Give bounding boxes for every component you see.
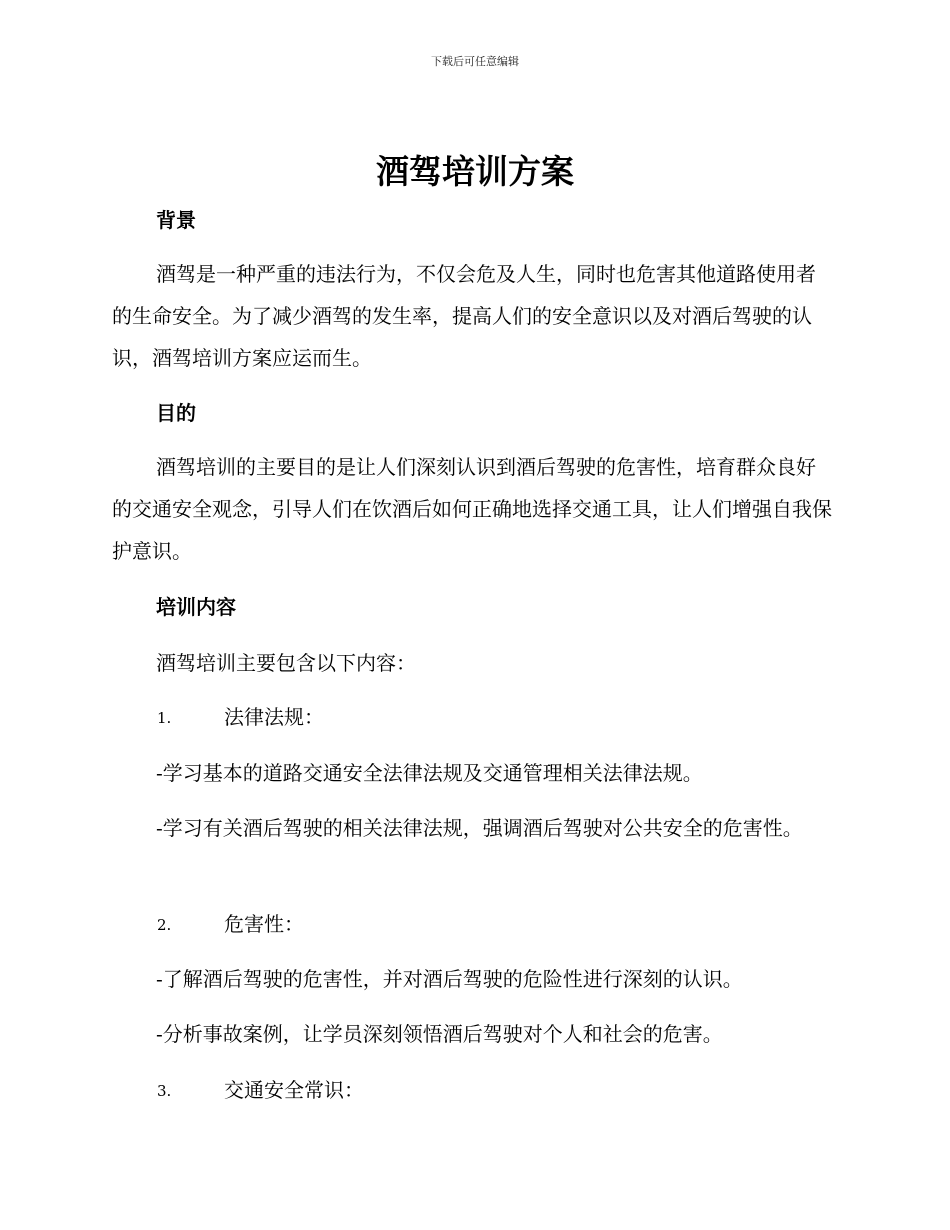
section-heading-content: 培训内容 [156, 595, 236, 619]
list-item-label: 法律法规： [224, 705, 324, 729]
list-item-label: 交通安全常识： [224, 1078, 364, 1102]
section-heading-purpose: 目的 [156, 401, 196, 425]
list-item-label: 危害性： [224, 912, 304, 936]
list-point: -学习基本的道路交通安全法律法规及交通管理相关法律法规。 [156, 761, 703, 785]
document-title: 酒驾培训方案 [376, 152, 574, 191]
list-point: -分析事故案例，让学员深刻领悟酒后驾驶对个人和社会的危害。 [156, 1022, 723, 1046]
list-point: -了解酒后驾驶的危害性，并对酒后驾驶的危险性进行深刻的认识。 [156, 967, 743, 991]
paragraph-background: 酒驾是一种严重的违法行为，不仅会危及人生，同时也危害其他道路使用者的生命安全。为了减少酒驾的发生率，提高人们的安全意识以及对酒后驾驶的认识，酒驾培训方案应运而生。 [112, 262, 816, 370]
section-heading-background: 背景 [156, 208, 196, 232]
list-item-number: 1. [157, 709, 172, 727]
list-item-number: 2. [157, 916, 172, 934]
paragraph-purpose: 酒驾培训的主要目的是让人们深刻认识到酒后驾驶的危害性，培育群众良好的交通安全观念，引导人们在饮酒后如何正确地选择交通工具，让人们增强自我保护意识。 [112, 455, 832, 563]
list-item-number: 3. [157, 1082, 172, 1100]
header-note: 下载后可任意编辑 [431, 55, 519, 68]
list-point: -学习有关酒后驾驶的相关法律法规，强调酒后驾驶对公共安全的危害性。 [156, 816, 803, 840]
content-intro: 酒驾培训主要包含以下内容： [156, 651, 416, 675]
